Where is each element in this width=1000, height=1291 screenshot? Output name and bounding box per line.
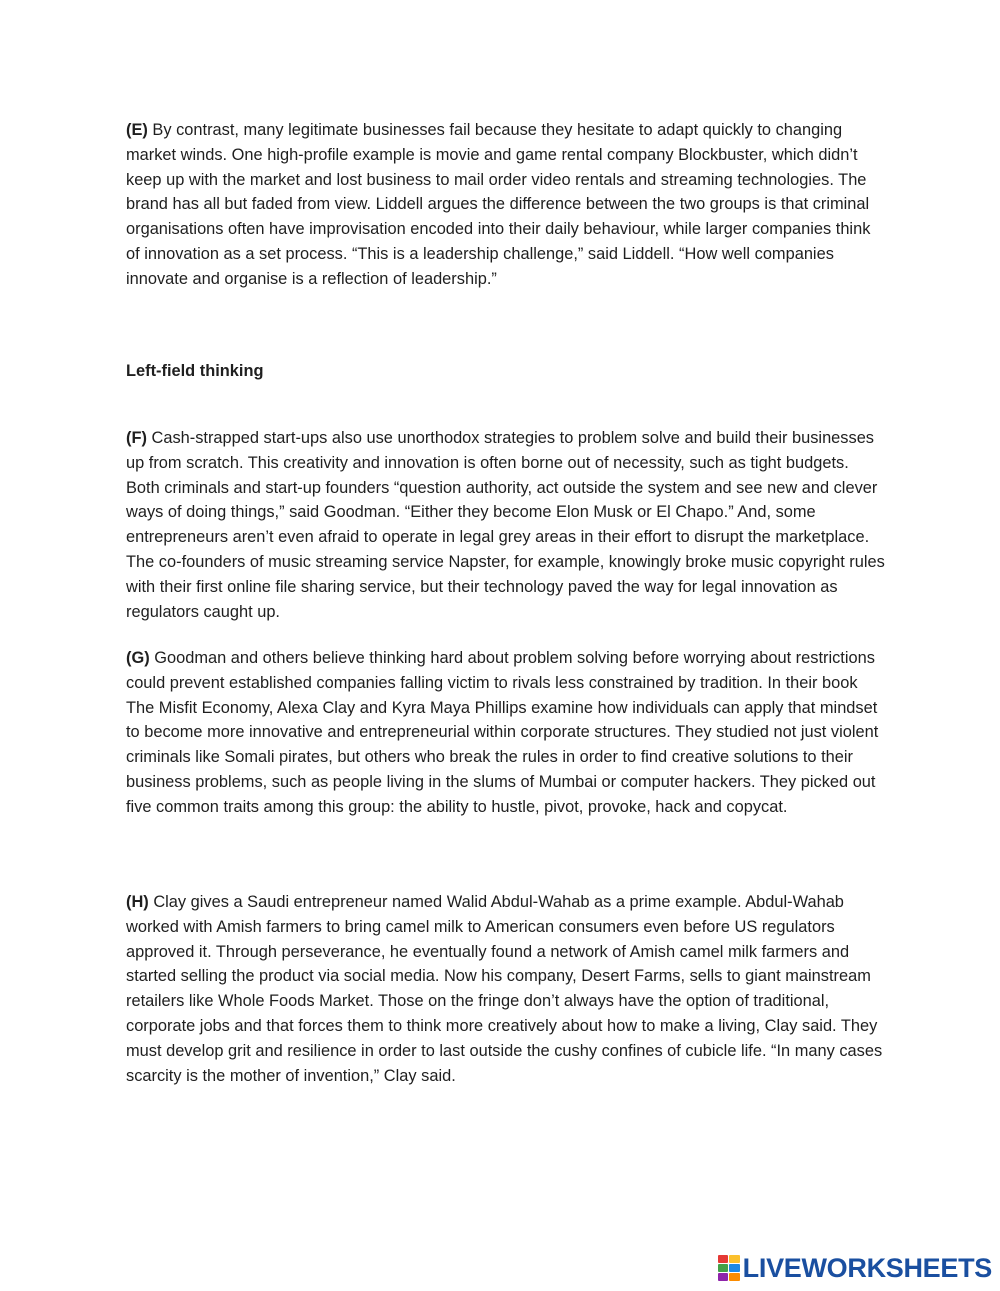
paragraph-f-text: Cash-strapped start-ups also use unorthodox strategies to problem solve and build their businesses up from scratch. This creativity and innovation is often borne out of necessity, such as tight budgets. Both criminals and start-up founders “question authority, act outside the system and see new and clever ways of doing things,” said Goodman. “Either they become Elon Musk or El Chapo.” And, some entrepreneurs aren’t even afraid to operate in legal grey areas in their effort to disrupt the marketplace. The co-founders of music streaming service Napster, for example, knowingly broke music copyright rules with their first online file sharing service, but their technology paved the way for legal innovation as regulators caught up. <box>126 429 885 621</box>
paragraph-e-label: (E) <box>126 121 148 139</box>
brand-name: LIVEWORKSHEETS <box>742 1253 992 1283</box>
logo-tile <box>729 1264 740 1272</box>
paragraph-f-label: (F) <box>126 429 147 447</box>
logo-tile <box>718 1255 729 1263</box>
paragraph-e-text: By contrast, many legitimate businesses fail because they hesitate to adapt quickly to changing market winds. One high-profile example is movie and game rental company Blockbuster, which didn’t keep up with the market and lost business to mail order video rentals and streaming technologies. The brand has all but faded from view. Liddell argues the difference between the two groups is that criminal organisations often have improvisation encoded into their daily behaviour, while larger companies think of innovation as a set process. “This is a leadership challenge,” said Liddell. “How well companies innovate and organise is a reflection of leadership.” <box>126 121 871 288</box>
paragraph-h <box>126 890 886 1088</box>
section-heading: Left-field thinking <box>126 362 264 380</box>
logo-tile <box>718 1273 729 1281</box>
paragraph-e <box>126 118 886 292</box>
logo-tile <box>718 1264 729 1272</box>
paragraph-h-text: Clay gives a Saudi entrepreneur named Walid Abdul-Wahab as a prime example. Abdul-Wahab worked with Amish farmers to bring camel milk to American consumers even before US regulators approved it. Through perseverance, he eventually found a network of Amish camel milk farmers and started selling the product via social media. Now his company, Desert Farms, sells to giant mainstream retailers like Whole Foods Market. Those on the fringe don’t always have the option of traditional, corporate jobs and that forces them to think more creatively about how to make a living, Clay said. They must develop grit and resilience in order to last outside the cushy confines of cubicle life. “In many cases scarcity is the mother of invention,” Clay said. <box>126 893 883 1085</box>
paragraph-g <box>126 646 886 820</box>
paragraph-g-text: Goodman and others believe thinking hard about problem solving before worrying about restrictions could prevent established companies falling victim to rivals less constrained by tradition. In their book The Misfit Economy, Alexa Clay and Kyra Maya Phillips examine how individuals can apply that mindset to become more innovative and entrepreneurial within corporate structures. They studied not just violent criminals like Somali pirates, but others who break the rules in order to find creative solutions to their business problems, such as people living in the slums of Mumbai or computer hackers. They picked out five common traits among this group: the ability to hustle, pivot, provoke, hack and copycat. <box>126 649 879 816</box>
paragraph-f <box>126 426 886 624</box>
paragraph-h-label: (H) <box>126 893 149 911</box>
logo-tile <box>729 1255 740 1263</box>
logo-tile <box>729 1273 740 1281</box>
liveworksheets-logo-icon <box>718 1255 740 1281</box>
paragraph-g-label: (G) <box>126 649 150 667</box>
liveworksheets-brand <box>718 1253 992 1283</box>
